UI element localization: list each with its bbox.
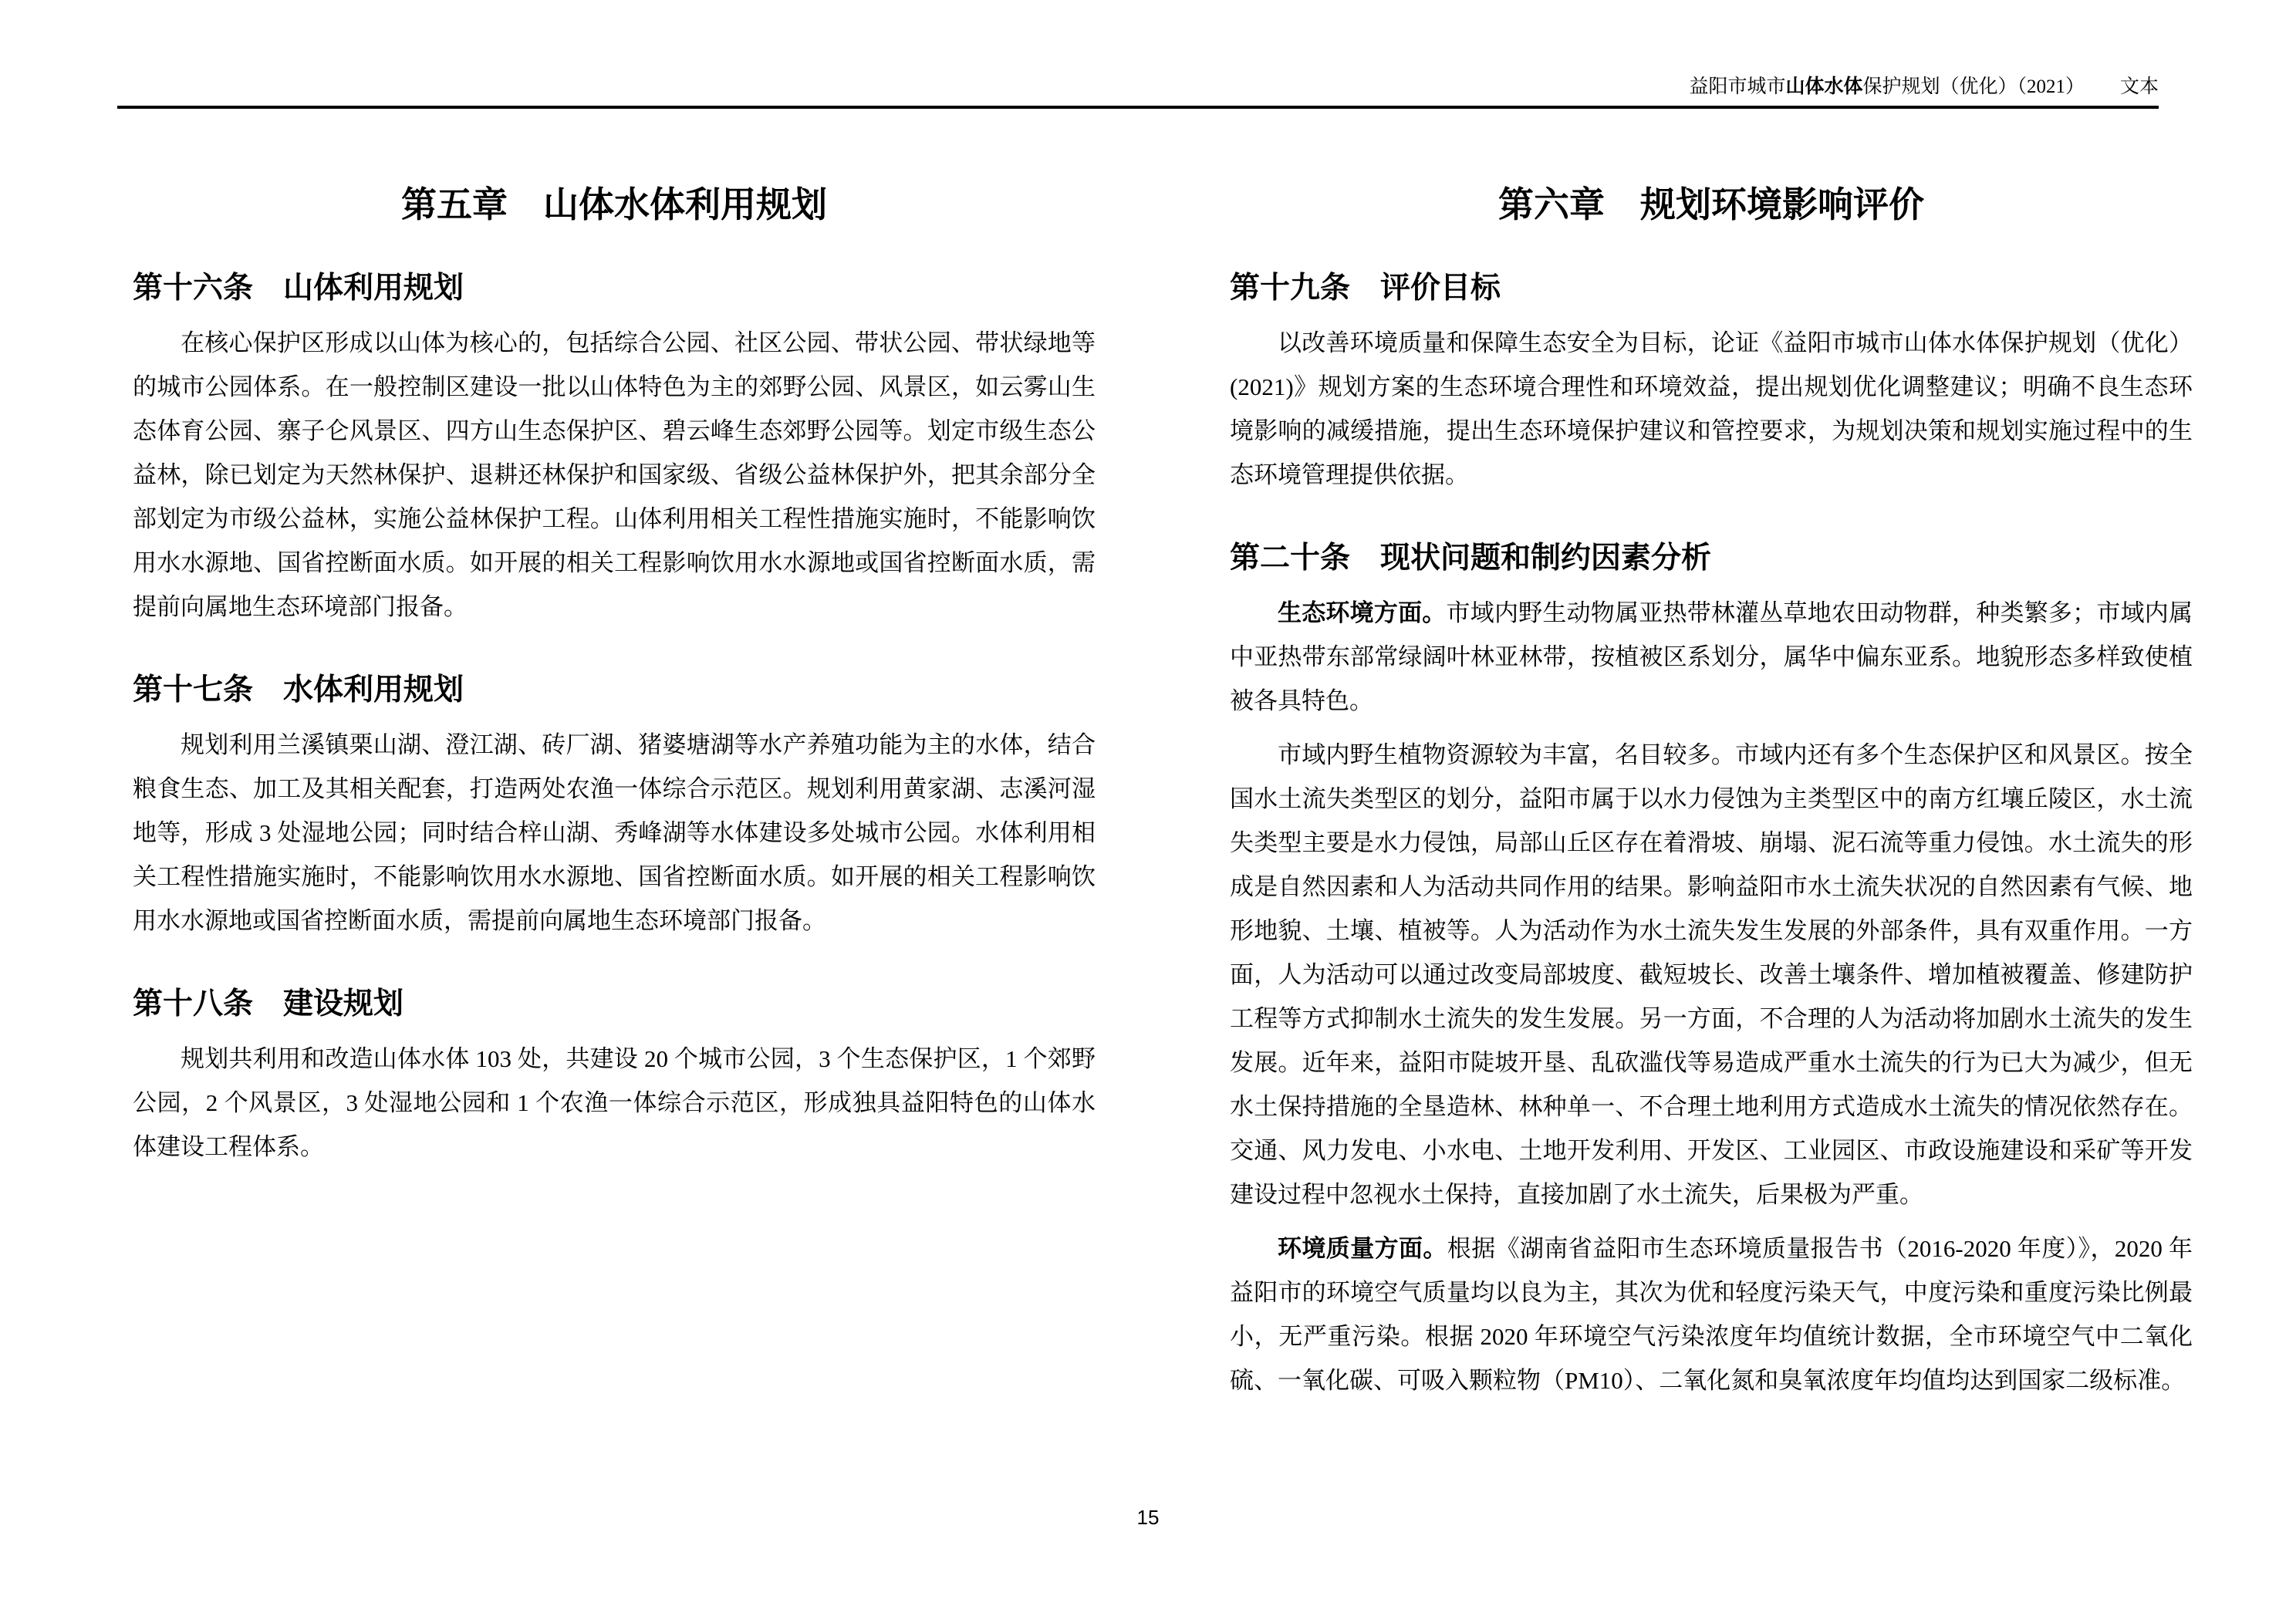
paragraph-text: 根据《湖南省益阳市生态环境质量报告书（2016-2020 年度）》，2020 年益阳市的环境空气质量均以良为主，其次为优和轻度污染天气，中度污染和重度污染比例最小，无严重污染。根据 2020 年环境空气污染浓度年均值统计数据，全市环境空气中二氧化硫、一氧化碳、可吸入颗粒物（PM10）、二氧化氮和臭氧浓度年均值均达到国家二级标准。 bbox=[1230, 1235, 2193, 1394]
paragraph bbox=[1230, 1227, 2193, 1402]
section-heading-20: 第二十条 现状问题和制约因素分析 bbox=[1230, 542, 1712, 575]
page-number: 15 bbox=[1136, 1506, 1160, 1529]
section-heading-19: 第十九条 评价目标 bbox=[1230, 272, 1501, 305]
section-heading-16: 第十六条 山体利用规划 bbox=[133, 272, 464, 305]
header-title-pre: 益阳市城市 bbox=[1689, 76, 1786, 97]
paragraph bbox=[133, 723, 1096, 943]
header-title-post: 保护规划（优化）（2021） bbox=[1862, 76, 2085, 97]
section-heading-18: 第十八条 建设规划 bbox=[133, 987, 404, 1021]
chapter-title-5: 第五章 山体水体利用规划 bbox=[401, 184, 827, 224]
paragraph bbox=[133, 1037, 1096, 1169]
section-heading-17: 第十七条 水体利用规划 bbox=[133, 673, 464, 707]
header-title-bold: 山体水体 bbox=[1785, 76, 1863, 97]
paragraph bbox=[133, 321, 1096, 629]
left-column bbox=[133, 182, 1096, 1179]
paragraph-text: 在核心保护区形成以山体为核心的，包括综合公园、社区公园、带状公园、带状绿地等的城市公园体系。在一般控制区建设一批以山体特色为主的郊野公园、风景区，如云雾山生态体育公园、寨子仑风景区、四方山生态保护区、碧云峰生态郊野公园等。划定市级生态公益林，除已划定为天然林保护、退耕还林保护和国家级、省级公益林保护外，把其余部分全部划定为市级公益林，实施公益林保护工程。山体利用相关工程性措施实施时，不能影响饮用水水源地、国省控断面水质。如开展的相关工程影响饮用水水源地或国省控断面水质，需提前向属地生态环境部门报备。 bbox=[133, 329, 1096, 620]
paragraph-text: 市域内野生植物资源较为丰富，名目较多。市域内还有多个生态保护区和风景区。按全国水土流失类型区的划分，益阳市属于以水力侵蚀为主类型区中的南方红壤丘陵区，水土流失类型主要是水力侵蚀，局部山丘区存在着滑坡、崩塌、泥石流等重力侵蚀。水土流失的形成是自然因素和人为活动共同作用的结果。影响益阳市水土流失状况的自然因素有气候、地形地貌、土壤、植被等。人为活动作为水土流失发生发展的外部条件，具有双重作用。一方面，人为活动可以通过改变局部坡度、截短坡长、改善土壤条件、增加植被覆盖、修建防护工程等方式抑制水土流失的发生发展。另一方面，不合理的人为活动将加剧水土流失的发生发展。近年来，益阳市陡坡开垦、乱砍滥伐等易造成严重水土流失的行为已大为减少，但无水土保持措施的全垦造林、林种单一、不合理土地利用方式造成水土流失的情况依然存在。交通、风力发电、小水电、土地开发利用、开发区、工业园区、市政设施建设和采矿等开发建设过程中忽视水土保持，直接加剧了水土流失，后果极为严重。 bbox=[1230, 741, 2193, 1208]
paragraph bbox=[1230, 591, 2193, 723]
page-header bbox=[117, 74, 2159, 100]
header-divider bbox=[117, 106, 2159, 109]
paragraph-text: 市域内野生动物属亚热带林灌丛草地农田动物群，种类繁多；市域内属中亚热带东部常绿阔叶林亚林带，按植被区系划分，属华中偏东亚系。地貌形态多样致使植被各具特色。 bbox=[1230, 599, 2193, 714]
paragraph-text: 规划利用兰溪镇栗山湖、澄江湖、砖厂湖、猪婆塘湖等水产养殖功能为主的水体，结合粮食生态、加工及其相关配套，打造两处农渔一体综合示范区。规划利用黄家湖、志溪河湿地等，形成 3 处湿地公园；同时结合梓山湖、秀峰湖等水体建设多处城市公园。水体利用相关工程性措施实施时，不能影响饮用水水源地、国省控断面水质。如开展的相关工程影响饮用水水源地或国省控断面水质，需提前向属地生态环境部门报备。 bbox=[133, 731, 1096, 934]
header-doc-type: 文本 bbox=[2119, 76, 2159, 97]
right-column bbox=[1230, 182, 2193, 1412]
chapter-title-6: 第六章 规划环境影响评价 bbox=[1498, 184, 1924, 224]
paragraph-text: 规划共利用和改造山体水体 103 处，共建设 20 个城市公园，3 个生态保护区，1 个郊野公园，2 个风景区，3 处湿地公园和 1 个农渔一体综合示范区，形成独具益阳特色的山体水体建设工程体系。 bbox=[133, 1045, 1096, 1160]
paragraph-lead-eco: 生态环境方面。 bbox=[1278, 599, 1447, 626]
paragraph-text: 以改善环境质量和保障生态安全为目标，论证《益阳市城市山体水体保护规划（优化）(2021)》规划方案的生态环境合理性和环境效益，提出规划优化调整建议；明确不良生态环境影响的减缓措施，提出生态环境保护建议和管控要求，为规划决策和规划实施过程中的生态环境管理提供依据。 bbox=[1230, 329, 2193, 488]
paragraph-lead-env-quality: 环境质量方面。 bbox=[1278, 1235, 1447, 1262]
paragraph bbox=[1230, 733, 2193, 1216]
paragraph bbox=[1230, 321, 2193, 497]
